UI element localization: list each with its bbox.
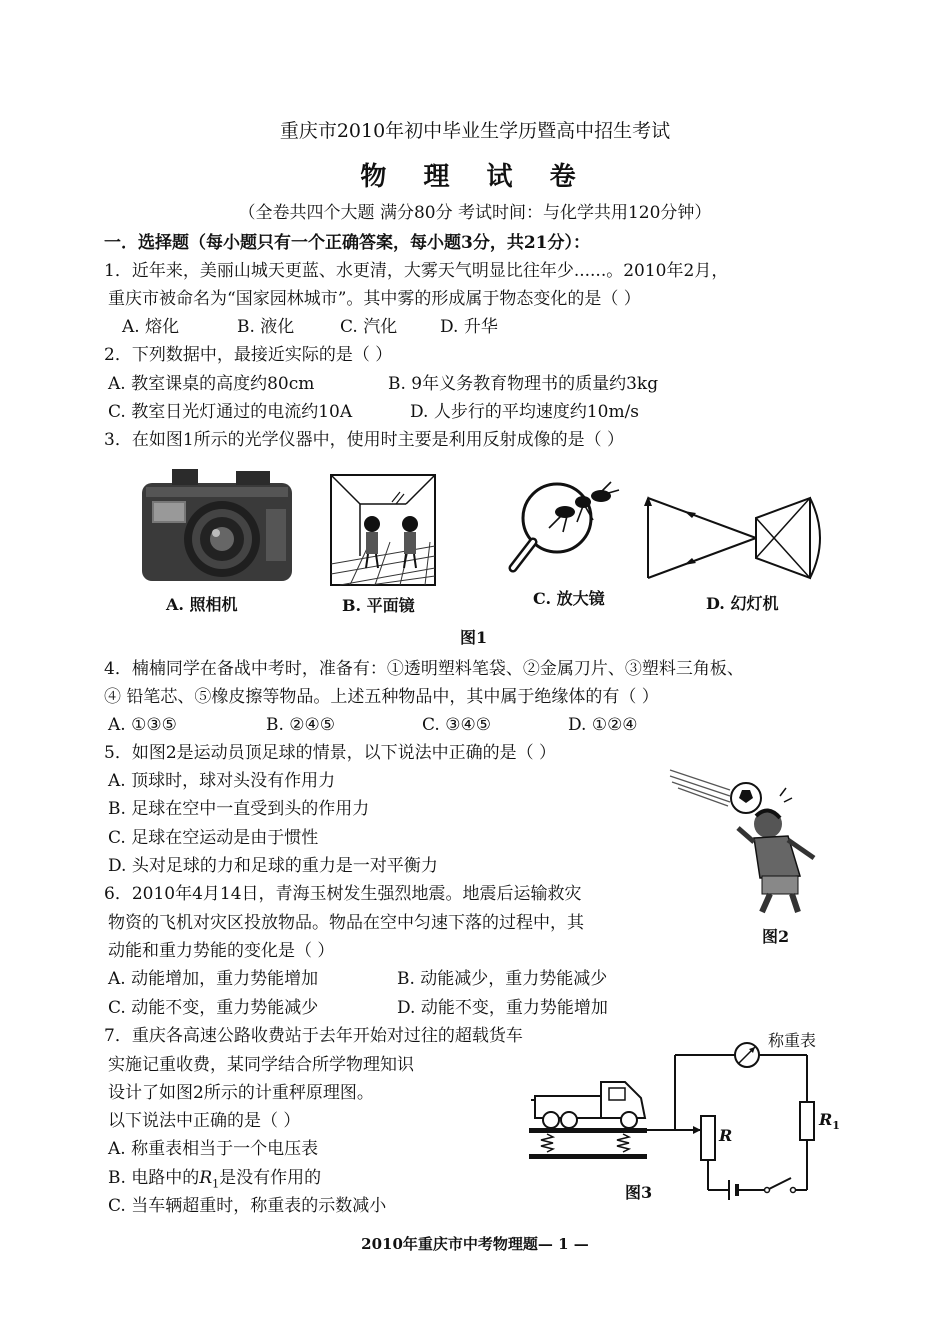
q4-option-a: A. ①③⑤ bbox=[108, 715, 177, 735]
q6-option-d: D. 动能不变，重力势能增加 bbox=[397, 998, 608, 1018]
page-footer: 2010年重庆市中考物理题— 1 — bbox=[361, 1235, 589, 1253]
q2-option-b: B. 9年义务教育物理书的质量约3kg bbox=[388, 374, 659, 394]
q5-option-d: D. 头对足球的力和足球的重力是一对平衡力 bbox=[108, 856, 438, 876]
q7-option-b-var: R bbox=[199, 1168, 213, 1188]
q5-option-c: C. 足球在空运动是由于惯性 bbox=[108, 828, 319, 848]
resistor-r1-label bbox=[819, 1110, 840, 1132]
q7-option-b bbox=[108, 1168, 321, 1194]
truck-scale-circuit bbox=[525, 1040, 845, 1200]
caption-projector: D. 幻灯机 bbox=[706, 594, 779, 613]
q1-line1: 1．近年来，美丽山城天更蓝、水更清，大雾天气明显比往年少......。2010年2月， bbox=[104, 261, 729, 281]
exam-info: （全卷共四个大题 满分80分 考试时间：与化学共用120分钟） bbox=[238, 203, 712, 223]
q2-option-d: D. 人步行的平均速度约10m/s bbox=[410, 402, 640, 422]
q7-line2: 实施记重收费，某同学结合所学物理知识 bbox=[108, 1055, 414, 1075]
q4-option-b: B. ②④⑤ bbox=[266, 715, 336, 735]
q7-option-c: C. 当车辆超重时，称重表的示数减小 bbox=[108, 1196, 387, 1216]
caption-magnifier: C. 放大镜 bbox=[533, 589, 605, 608]
q7-option-b-sub: 1 bbox=[212, 1177, 220, 1191]
exam-title: 重庆市2010年初中毕业生学历暨高中招生考试 bbox=[279, 120, 671, 142]
meter-label: 称重表 bbox=[768, 1031, 817, 1050]
q7-option-a: A. 称重表相当于一个电压表 bbox=[108, 1139, 319, 1159]
resistor-r1-sub: 1 bbox=[832, 1119, 840, 1133]
q1-option-c: C. 汽化 bbox=[340, 317, 398, 337]
magnifying-glass-image bbox=[505, 476, 625, 576]
q4-option-d: D. ①②④ bbox=[568, 715, 638, 735]
q7-option-b-post: 是没有作用的 bbox=[219, 1168, 322, 1188]
q5-option-b: B. 足球在空中一直受到头的作用力 bbox=[108, 799, 370, 819]
q7-option-b-pre: B. 电路中的 bbox=[108, 1168, 200, 1188]
resistor-r1-var: R bbox=[819, 1110, 833, 1129]
q2-stem: 2．下列数据中，最接近实际的是（ ） bbox=[104, 345, 393, 365]
figure2-label: 图2 bbox=[762, 927, 790, 946]
q3-stem: 3．在如图1所示的光学仪器中，使用时主要是利用反射成像的是（ ） bbox=[104, 430, 625, 450]
q7-line1: 7．重庆各高速公路收费站于去年开始对过往的超载货车 bbox=[104, 1026, 523, 1046]
camera-image bbox=[138, 465, 296, 585]
caption-plane-mirror: B. 平面镜 bbox=[342, 596, 415, 615]
plane-mirror-image bbox=[330, 474, 436, 586]
q7-line4: 以下说法中正确的是（ ） bbox=[108, 1111, 301, 1131]
caption-camera: A. 照相机 bbox=[166, 595, 238, 614]
q6-option-c: C. 动能不变，重力势能减少 bbox=[108, 998, 319, 1018]
q1-option-a: A. 熔化 bbox=[122, 317, 180, 337]
q6-option-a: A. 动能增加，重力势能增加 bbox=[108, 969, 319, 989]
q5-option-a: A. 顶球时，球对头没有作用力 bbox=[108, 771, 336, 791]
figure1-label: 图1 bbox=[460, 628, 488, 647]
q2-option-a: A. 教室课桌的高度约80cm bbox=[108, 374, 315, 394]
figure3-label: 图3 bbox=[625, 1183, 653, 1202]
q6-option-b: B. 动能减少，重力势能减少 bbox=[397, 969, 608, 989]
q1-option-b: B. 液化 bbox=[237, 317, 295, 337]
resistor-r-label: R bbox=[719, 1126, 733, 1145]
q4-option-c: C. ③④⑤ bbox=[422, 715, 491, 735]
q5-stem: 5．如图2是运动员顶足球的情景，以下说法中正确的是（ ） bbox=[104, 743, 557, 763]
q6-line2: 物资的飞机对灾区投放物品。物品在空中匀速下落的过程中，其 bbox=[108, 913, 584, 933]
q6-line1: 6．2010年4月14日，青海玉树发生强烈地震。地震后运输救灾 bbox=[104, 884, 582, 904]
projector-diagram bbox=[640, 490, 836, 586]
q1-line2: 重庆市被命名为“国家园林城市”。其中雾的形成属于物态变化的是（ ） bbox=[108, 289, 641, 309]
section-heading: 一．选择题（每小题只有一个正确答案，每小题3分，共21分）： bbox=[104, 233, 590, 253]
q4-line1: 4．楠楠同学在备战中考时，准备有：①透明塑料笔袋、②金属刀片、③塑料三角板、 bbox=[104, 659, 744, 679]
q1-option-d: D. 升华 bbox=[440, 317, 498, 337]
q7-line3: 设计了如图2所示的计重秤原理图。 bbox=[108, 1083, 374, 1103]
subject-title: 物 理 试 卷 bbox=[360, 162, 590, 192]
q2-option-c: C. 教室日光灯通过的电流约10A bbox=[108, 402, 353, 422]
q6-line3: 动能和重力势能的变化是（ ） bbox=[108, 941, 335, 961]
q4-line2: ④ 铅笔芯、⑤橡皮擦等物品。上述五种物品中，其中属于绝缘体的有（ ） bbox=[104, 687, 659, 707]
header-ball-image bbox=[668, 766, 834, 916]
